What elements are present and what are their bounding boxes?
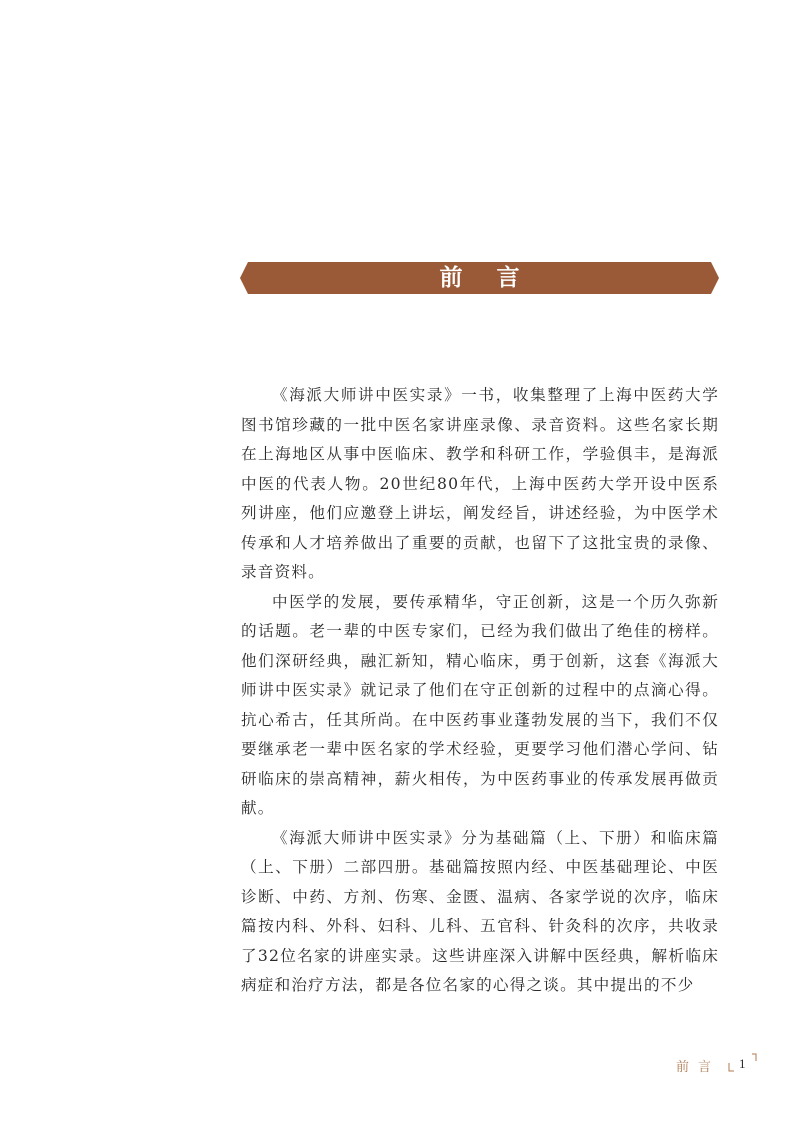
title-banner [240, 262, 719, 294]
paragraph-3: 《海派大师讲中医实录》分为基础篇（上、下册）和临床篇（上、下册）二部四册。基础篇按照内经、中医基础理论、中医诊断、中药、方剂、伤寒、金匮、温病、各家学说的次序，临床篇按内科、外科、妇科、儿科、五官科、针灸科的次序，共收录了32位名家的讲座实录。这些讲座深入讲解中医经典，解析临床病症和治疗方法，都是各位名家的心得之谈。其中提出的不少 [241, 828, 719, 994]
paragraph-1: 《海派大师讲中医实录》一书，收集整理了上海中医药大学图书馆珍藏的一批中医名家讲座录像、录音资料。这些名家长期在上海地区从事中医临床、教学和科研工作，学验俱丰，是海派中医的代表人物。20世纪80年代，上海中医药大学开设中医系列讲座，他们应邀登上讲坛，阐发经旨，讲述经验，为中医学术传承和人才培养做出了重要的贡献，也留下了这批宝贵的录像、录音资料。 [241, 386, 719, 581]
footer-section-label: 前言 [676, 1060, 721, 1075]
footer-bracket-icon [726, 1052, 800, 1076]
page-number: 1 [739, 1056, 746, 1071]
body-text [241, 381, 719, 1001]
paragraph-2: 中医学的发展，要传承精华，守正创新，这是一个历久弥新的话题。老一辈的中医专家们，已经为我们做出了绝佳的榜样。他们深研经典，融汇新知，精心临床，勇于创新，这套《海派大师讲中医实录》就记录了他们在守正创新的过程中的点滴心得。抗心希古，任其所尚。在中医药事业蓬勃发展的当下，我们不仅要继承老一辈中医名家的学术经验，更要学习他们潜心学问、钻研临床的崇高精神，薪火相传，为中医药事业的传承发展再做贡献。 [241, 592, 719, 817]
page-title: 前言 [439, 264, 554, 291]
